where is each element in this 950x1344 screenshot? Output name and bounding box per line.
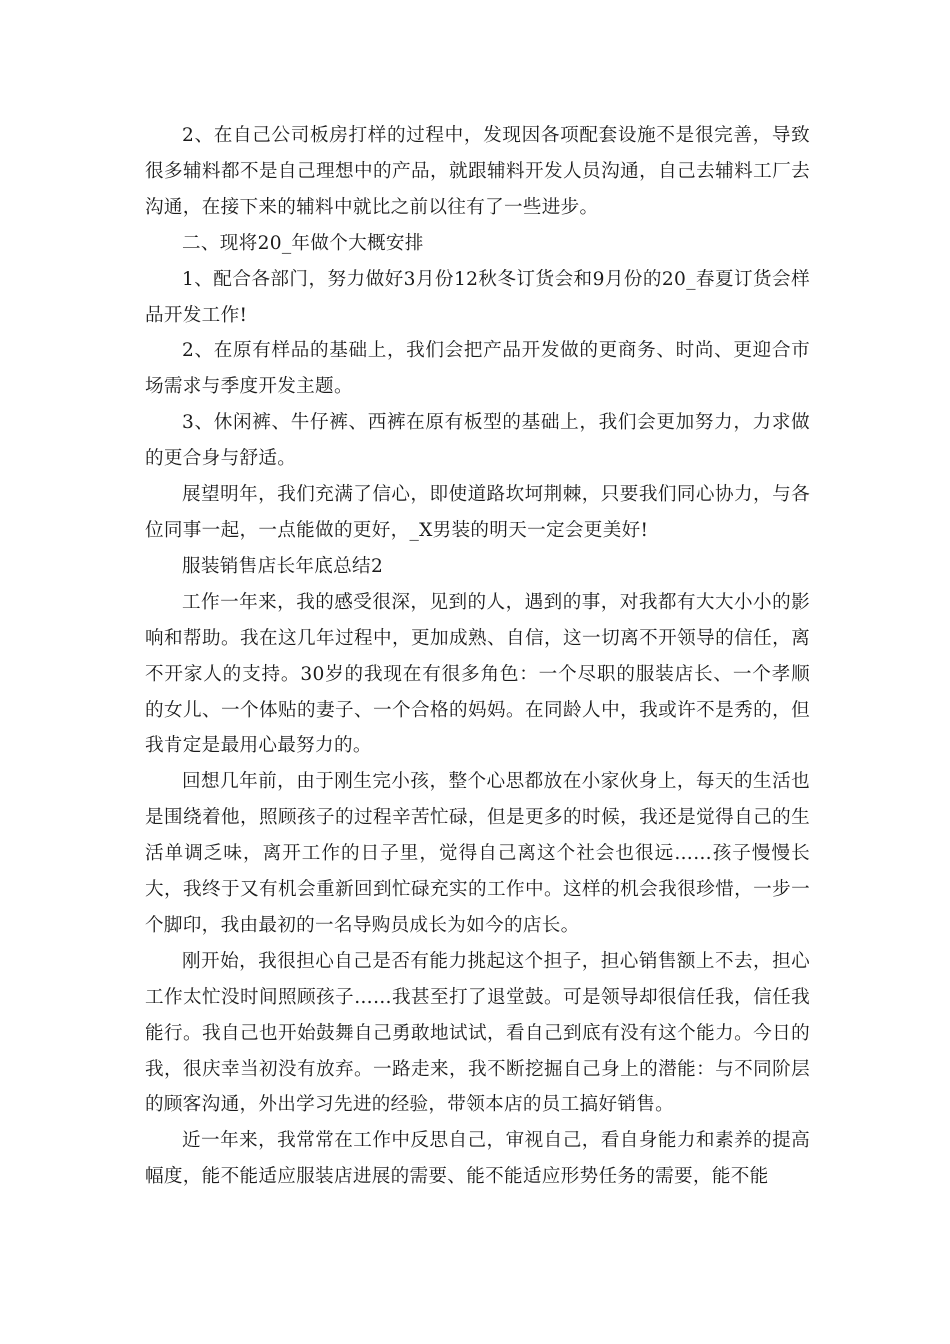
- paragraph: 工作一年来，我的感受很深，见到的人，遇到的事，对我都有大大小小的影响和帮助。我在这几年过程中，更加成熟、自信，这一切离不开领导的信任，离不开家人的支持。30岁的我现在有很多角色：一个尽职的服装店长、一个孝顺的女儿、一个体贴的妻子、一个合格的妈妈。在同龄人中，我或许不是秀的，但我肯定是最用心最努力的。: [145, 591, 810, 757]
- section-heading: 二、现将20_年做个大概安排: [182, 232, 424, 254]
- paragraph: 展望明年，我们充满了信心，即使道路坎坷荆棘，只要我们同心协力，与各位同事一起，一点能做的更好，_X男装的明天一定会更美好!: [145, 484, 810, 541]
- paragraph: 2、在自己公司板房打样的过程中，发现因各项配套设施不是很完善，导致很多辅料都不是自己理想中的产品，就跟辅料开发人员沟通，自己去辅料工厂去沟通，在接下来的辅料中就比之前以往有了一些进步。: [145, 125, 810, 218]
- paragraph: 近一年来，我常常在工作中反思自己，审视自己，看自身能力和素养的提高幅度，能不能适应服装店进展的需要、能不能适应形势任务的需要，能不能: [145, 1130, 810, 1188]
- paragraph: 回想几年前，由于刚生完小孩，整个心思都放在小家伙身上，每天的生活也是围绕着他，照顾孩子的过程辛苦忙碌，但是更多的时候，我还是觉得自己的生活单调乏味，离开工作的日子里，觉得自己离这个社会也很远……孩子慢慢长大，我终于又有机会重新回到忙碌充实的工作中。这样的机会我很珍惜，一步一个脚印，我由最初的一名导购员成长为如今的店长。: [145, 771, 810, 936]
- paragraph: 3、休闲裤、牛仔裤、西裤在原有板型的基础上，我们会更加努力，力求做的更合身与舒适。: [145, 412, 810, 470]
- paragraph: 2、在原有样品的基础上，我们会把产品开发做的更商务、时尚、更迎合市场需求与季度开发主题。: [145, 340, 810, 398]
- document-title: 服装销售店长年底总结2: [182, 555, 384, 577]
- document-body: [145, 118, 810, 1195]
- paragraph: 1、配合各部门，努力做好3月份12秋冬订货会和9月份的20_春夏订货会样品开发工作!: [145, 268, 810, 326]
- paragraph: 刚开始，我很担心自己是否有能力挑起这个担子，担心销售额上不去，担心工作太忙没时间照顾孩子……我甚至打了退堂鼓。可是领导却很信任我，信任我能行。我自己也开始鼓舞自己勇敢地试试，看自己到底有没有这个能力。今日的我，很庆幸当初没有放弃。一路走来，我不断挖掘自己身上的潜能：与不同阶层的顾客沟通，外出学习先进的经验，带领本店的员工搞好销售。: [145, 950, 810, 1116]
